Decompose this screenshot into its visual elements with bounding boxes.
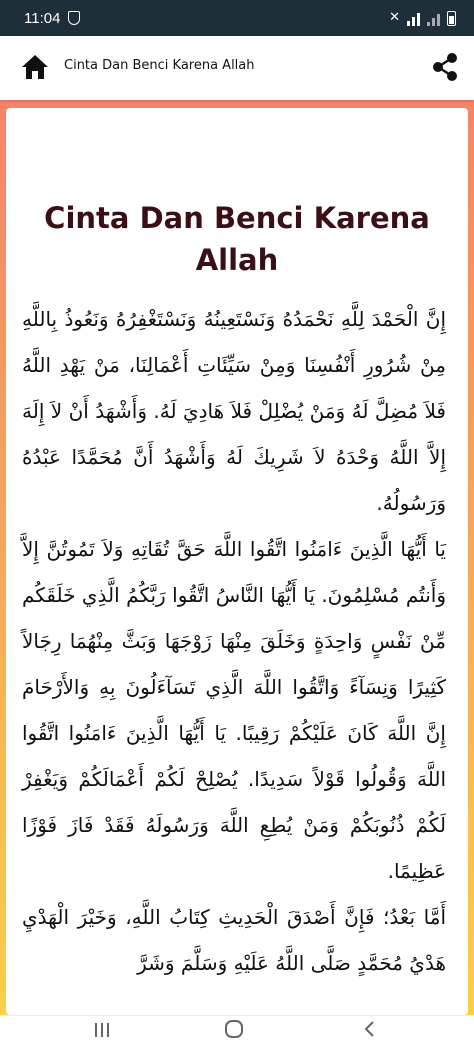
app-bar-title: Cinta Dan Benci Karena Allah <box>64 58 255 73</box>
home-circle-icon[interactable] <box>224 1019 244 1039</box>
wifi-icon <box>407 13 420 26</box>
article-paragraph: إِنَّ الْحَمْدَ لِلَّهِ نَحْمَدُهُ وَنَسْتَعِينُهُ وَنَسْتَغْفِرُهُ وَنَعُوذُ بِاللَّهِ مِنْ شُرُورِ أَنْفُسِنَا وَمِنْ سَيِّئَاتِ أَعْمَالِنَا، مَنْ يَهْدِ اللَّهُ فَلاَ مُضِلَّ لَهُ وَمَنْ يُضْلِلْ فَلاَ هَادِيَ لَهُ. وَأَشْهَدُ أَنْ لاَ إِلَهَ إِلاَّ اللَّهُ وَحْدَهُ لاَ شَرِيكَ لَهُ وَأَشْهَدُ أَنَّ مُحَمَّدًا عَبْدُهُ وَرَسُولُهُ. <box>22 307 446 515</box>
share-icon <box>430 51 460 83</box>
status-time: 11:04 <box>24 9 61 27</box>
battery-icon <box>447 11 456 26</box>
article-paragraph: يَا أَيُّهَا الَّذِينَ ءَامَنُوا اتَّقُوا اللَّهَ حَقَّ تُقَاتِهِ وَلاَ تَمُوتُنَّ إِلاَّ وَأَنتُم مُسْلِمُونَ. يَا أَيُّهَا النَّاسُ اتَّقُوا رَبَّكُمُ الَّذِي خَلَقَكُم مِّنْ نَفْسٍ وَاحِدَةٍ وَخَلَقَ مِنْهَا زَوْجَهَا وَبَثَّ مِنْهُمَا رِجَالاً كَثِيرًا وَنِسَآءً وَاتَّقُوا اللَّهَ الَّذِي تَسَآءَلُونَ بِهِ وَالأَرْحَامَ إِنَّ اللَّهَ كَانَ عَلَيْكُمْ رَقِيبًا. يَا أَيُّهَا الَّذِينَ ءَامَنُوا اتَّقُوا اللَّهَ وَقُولُوا قَوْلاً سَدِيدًا. يُصْلِحْ لَكُمْ أَعْمَالَكُمْ وَيَغْفِرْ لَكُمْ ذُنُوبَكُمْ وَمَنْ يُطِعِ اللَّهَ وَرَسُولَهُ فَقَدْ فَازَ فَوْزًا عَظِيمًا. <box>22 537 446 883</box>
home-button[interactable] <box>20 53 50 81</box>
shield-icon <box>68 11 80 25</box>
share-button[interactable] <box>430 51 460 83</box>
status-icons <box>389 10 456 26</box>
mute-icon: ✕ <box>389 10 400 25</box>
home-icon <box>20 53 50 81</box>
back-chevron-icon[interactable] <box>360 1019 380 1039</box>
status-bar <box>0 0 474 36</box>
article-body <box>22 296 446 986</box>
system-nav-bar <box>0 1015 474 1054</box>
recent-apps-icon[interactable] <box>92 1020 112 1040</box>
article-card[interactable] <box>6 108 468 1015</box>
app-bar <box>0 36 474 100</box>
article-heading: Cinta Dan Benci Karena Allah <box>44 201 430 278</box>
content-frame <box>0 100 474 1015</box>
article-paragraph: أَمَّا بَعْدُ؛ فَإِنَّ أَصْدَقَ الْحَدِيثِ كِتَابُ اللَّهِ، وَخَيْرَ الْهَدْيِ هَدْيُ مُحَمَّدٍ صَلَّى اللَّهُ عَلَيْهِ وَسَلَّمَ وَشَرَّ <box>22 905 446 975</box>
signal-icon <box>427 14 440 26</box>
